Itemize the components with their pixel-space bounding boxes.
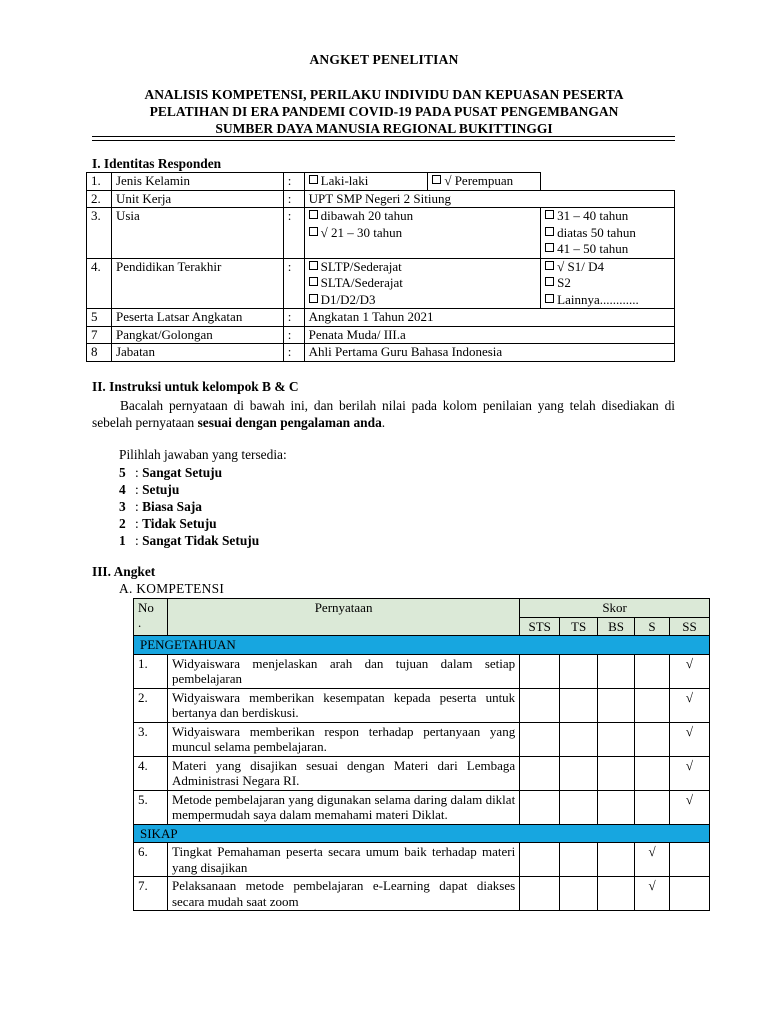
table-row: [134, 843, 710, 877]
education-option[interactable]: Lainnya............: [545, 292, 670, 309]
row-separator: :: [283, 173, 304, 191]
table-row: [134, 756, 710, 790]
score-cell-sts[interactable]: [520, 790, 560, 824]
identitas-row: [87, 190, 675, 208]
row-number: 2.: [134, 688, 168, 722]
gender-option-female[interactable]: √ Perempuan: [428, 173, 541, 191]
row-number: 7: [87, 326, 112, 344]
row-number: 3.: [87, 208, 112, 259]
score-cell-bs[interactable]: [598, 722, 635, 756]
row-separator: :: [283, 258, 304, 309]
education-option[interactable]: SLTA/Sederajat: [309, 275, 536, 292]
score-cell-ts[interactable]: [560, 843, 598, 877]
age-option[interactable]: 41 – 50 tahun: [545, 241, 670, 258]
age-option[interactable]: 31 – 40 tahun: [545, 208, 670, 225]
score-cell-ts[interactable]: [560, 654, 598, 688]
checkbox-icon: [309, 210, 318, 219]
col-score-header: Skor: [520, 599, 710, 618]
row-label: Jabatan: [111, 344, 283, 362]
checkbox-icon: [309, 294, 318, 303]
checkbox-icon: [309, 261, 318, 270]
checkbox-icon: [545, 277, 554, 286]
score-cell-ss[interactable]: √: [670, 688, 710, 722]
score-cell-s[interactable]: [635, 688, 670, 722]
row-number: 3.: [134, 722, 168, 756]
row-number: 5: [87, 309, 112, 327]
row-statement: Metode pembelajaran yang digunakan selama daring dalam diklat mempermudah saya dalam memahami materi Diklat.: [167, 790, 519, 824]
row-value: UPT SMP Negeri 2 Sitiung: [304, 190, 674, 208]
section-row-sikap: SIKAP: [134, 824, 710, 843]
subtitle-line: PELATIHAN DI ERA PANDEMI COVID-19 PADA PUSAT PENGEMBANGAN: [149, 104, 619, 119]
subtitle-line: ANALISIS KOMPETENSI, PERILAKU INDIVIDU DAN KEPUASAN PESERTA: [144, 87, 624, 102]
table-row: [134, 877, 710, 911]
checkbox-icon: [545, 210, 554, 219]
score-cell-s[interactable]: [635, 654, 670, 688]
scale-item: 2 : Tidak Setuju: [119, 516, 217, 531]
row-statement: Widyaiswara menjelaskan arah dan tujuan dalam setiap pembelajaran: [167, 654, 519, 688]
row-number: 5.: [134, 790, 168, 824]
row-label: Jenis Kelamin: [111, 173, 283, 191]
row-separator: :: [283, 309, 304, 327]
row-statement: Pelaksanaan metode pembelajaran e-Learning dapat diakses secara mudah saat zoom: [167, 877, 519, 911]
age-options-left: [304, 208, 540, 259]
score-cell-s[interactable]: √: [635, 843, 670, 877]
score-header-s: S: [635, 617, 670, 636]
row-number: 4.: [134, 756, 168, 790]
scale-list: [119, 464, 259, 549]
score-cell-sts[interactable]: [520, 756, 560, 790]
checkbox-icon: [545, 243, 554, 252]
subtitle-line: SUMBER DAYA MANUSIA REGIONAL BUKITTINGGI: [215, 121, 553, 136]
age-option[interactable]: diatas 50 tahun: [545, 225, 670, 242]
row-number: 2.: [87, 190, 112, 208]
score-header-sts: STS: [520, 617, 560, 636]
checkbox-icon: [432, 175, 441, 184]
table-header-row: [134, 599, 710, 618]
row-label: Pangkat/Golongan: [111, 326, 283, 344]
identitas-row: [87, 344, 675, 362]
row-number: 4.: [87, 258, 112, 309]
score-header-ss: SS: [670, 617, 710, 636]
score-cell-s[interactable]: [635, 790, 670, 824]
row-statement: Tingkat Pemahaman peserta secara umum baik terhadap materi yang disajikan: [167, 843, 519, 877]
row-number: 1.: [134, 654, 168, 688]
title-divider: [92, 136, 675, 137]
education-options-left: [304, 258, 540, 309]
section-angket-heading: III. Angket: [92, 564, 156, 579]
table-row: [134, 688, 710, 722]
score-cell-bs[interactable]: [598, 843, 635, 877]
table-row: [134, 654, 710, 688]
identitas-row: [87, 208, 675, 259]
score-cell-ss[interactable]: √: [670, 790, 710, 824]
score-cell-bs[interactable]: [598, 654, 635, 688]
checkbox-icon: [309, 277, 318, 286]
row-label: Pendidikan Terakhir: [111, 258, 283, 309]
row-number: 8: [87, 344, 112, 362]
score-cell-sts[interactable]: [520, 843, 560, 877]
document-title: ANGKET PENELITIAN: [309, 52, 459, 67]
choose-instruction: Pilihlah jawaban yang tersedia:: [119, 447, 287, 462]
row-value: Penata Muda/ III.a: [304, 326, 674, 344]
score-cell-bs[interactable]: [598, 688, 635, 722]
education-option[interactable]: S2: [545, 275, 670, 292]
score-header-bs: BS: [598, 617, 635, 636]
gender-option-male[interactable]: Laki-laki: [304, 173, 428, 191]
scale-item: 4 : Setuju: [119, 482, 180, 497]
identitas-row: [87, 258, 675, 309]
scale-item: 1 : Sangat Tidak Setuju: [119, 533, 260, 548]
row-statement: Widyaiswara memberikan kesempatan kepada peserta untuk bertanya dan berdiskusi.: [167, 688, 519, 722]
checkbox-icon: [545, 294, 554, 303]
row-statement: Materi yang disajikan sesuai dengan Materi dari Lembaga Administrasi Negara RI.: [167, 756, 519, 790]
row-value: Angkatan 1 Tahun 2021: [304, 309, 674, 327]
score-cell-sts[interactable]: [520, 722, 560, 756]
row-number: 7.: [134, 877, 168, 911]
identitas-row: [87, 326, 675, 344]
score-cell-ss[interactable]: [670, 843, 710, 877]
score-cell-sts[interactable]: [520, 877, 560, 911]
score-cell-sts[interactable]: [520, 654, 560, 688]
row-separator: :: [283, 326, 304, 344]
col-no-header: No .: [134, 599, 168, 636]
row-separator: :: [283, 344, 304, 362]
education-option[interactable]: SLTP/Sederajat: [309, 259, 536, 276]
score-header-ts: TS: [560, 617, 598, 636]
row-separator: :: [283, 190, 304, 208]
title-divider-thin: [92, 140, 675, 141]
checkbox-icon: [545, 261, 554, 270]
identitas-row: [87, 309, 675, 327]
score-cell-bs[interactable]: [598, 756, 635, 790]
score-cell-sts[interactable]: [520, 688, 560, 722]
age-option[interactable]: √ 21 – 30 tahun: [309, 225, 536, 242]
scale-item: 5 : Sangat Setuju: [119, 465, 223, 480]
col-statement-header: Pernyataan: [167, 599, 519, 636]
score-cell-ts[interactable]: [560, 790, 598, 824]
subsection-kompetensi: A. KOMPETENSI: [119, 581, 225, 596]
section-row-pengetahuan: PENGETAHUAN: [134, 636, 710, 655]
score-cell-s[interactable]: [635, 722, 670, 756]
age-option[interactable]: dibawah 20 tahun: [309, 208, 536, 225]
kompetensi-table: [133, 598, 710, 911]
document-subtitle: [0, 86, 768, 137]
checkbox-icon: [309, 227, 318, 236]
score-cell-ss[interactable]: √: [670, 654, 710, 688]
row-label: Unit Kerja: [111, 190, 283, 208]
table-row: [134, 790, 710, 824]
score-cell-ts[interactable]: [560, 756, 598, 790]
score-cell-s[interactable]: √: [635, 877, 670, 911]
score-cell-ts[interactable]: [560, 722, 598, 756]
row-number: 1.: [87, 173, 112, 191]
table-row: [134, 722, 710, 756]
row-label: Usia: [111, 208, 283, 259]
section-identitas-heading: I. Identitas Responden: [92, 156, 222, 171]
score-cell-s[interactable]: [635, 756, 670, 790]
score-cell-ss[interactable]: √: [670, 722, 710, 756]
row-separator: :: [283, 208, 304, 259]
row-number: 6.: [134, 843, 168, 877]
age-options-right: [541, 208, 675, 259]
identitas-table: [86, 172, 675, 362]
score-cell-ss[interactable]: √: [670, 756, 710, 790]
checkbox-icon: [545, 227, 554, 236]
score-cell-bs[interactable]: [598, 790, 635, 824]
empty-cell: [541, 173, 675, 191]
row-value: Ahli Pertama Guru Bahasa Indonesia: [304, 344, 674, 362]
education-options-right: [541, 258, 675, 309]
scale-item: 3 : Biasa Saja: [119, 499, 202, 514]
score-cell-ts[interactable]: [560, 877, 598, 911]
section-instruksi-heading: II. Instruksi untuk kelompok B & C: [92, 379, 299, 394]
row-label: Peserta Latsar Angkatan: [111, 309, 283, 327]
score-cell-ss[interactable]: [670, 877, 710, 911]
instruction-paragraph: Bacalah pernyataan di bawah ini, dan berilah nilai pada kolom penilaian yang telah disediakan di sebelah pernyataan sesuai dengan pengalaman anda.: [92, 398, 675, 430]
education-option[interactable]: D1/D2/D3: [309, 292, 536, 309]
identitas-row: [87, 173, 675, 191]
education-option[interactable]: √ S1/ D4: [545, 259, 670, 276]
score-cell-ts[interactable]: [560, 688, 598, 722]
row-statement: Widyaiswara memberikan respon terhadap pertanyaan yang muncul selama pembelajaran.: [167, 722, 519, 756]
score-cell-bs[interactable]: [598, 877, 635, 911]
checkbox-icon: [309, 175, 318, 184]
